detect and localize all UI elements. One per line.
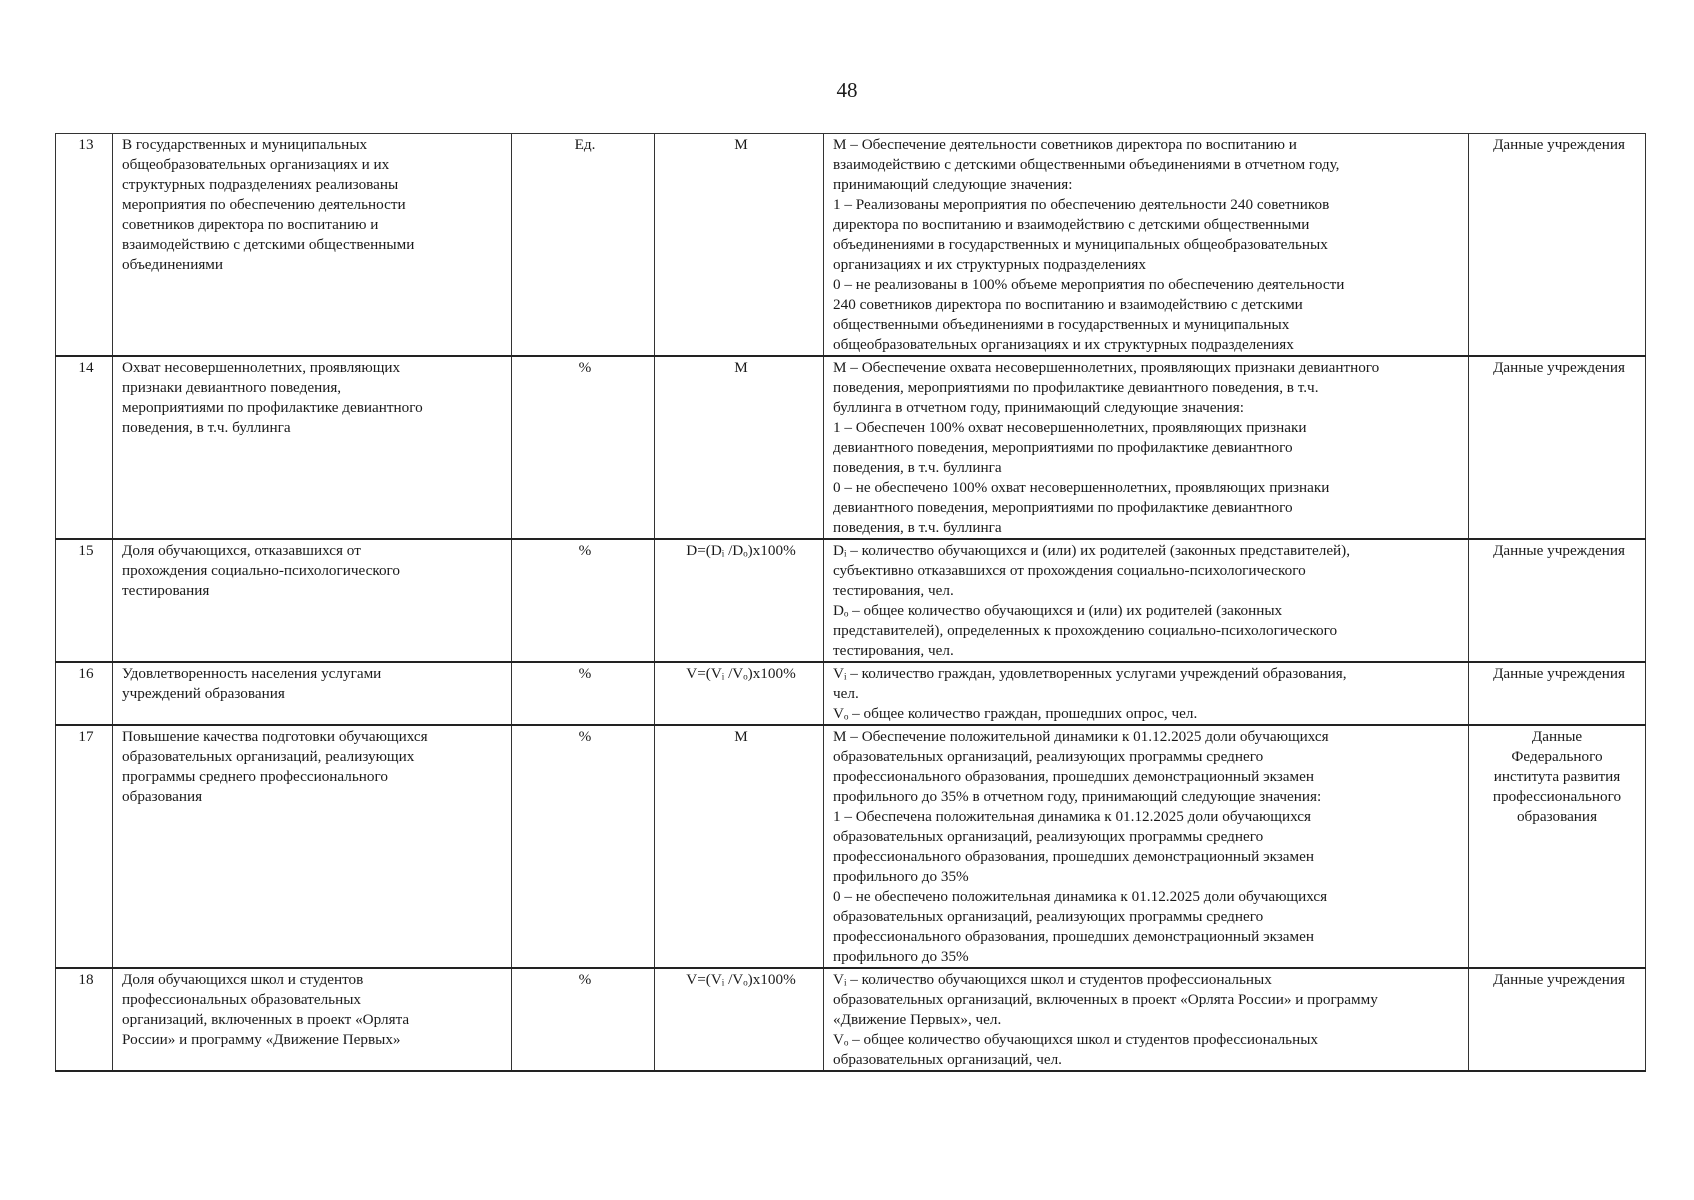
indicator-description-line: поведения, в т.ч. буллинга bbox=[833, 459, 1002, 476]
indicator-description bbox=[824, 725, 1469, 968]
indicator-name bbox=[113, 968, 512, 1071]
indicator-description-line: 0 – не обеспечено 100% охват несовершеннолетних, проявляющих признаки bbox=[833, 479, 1330, 496]
indicator-description-line: 0 – не обеспечено положительная динамика к 01.12.2025 доли обучающихся bbox=[833, 888, 1328, 905]
indicator-description bbox=[824, 356, 1469, 539]
indicator-description-line: Vᵢ – количество граждан, удовлетворенных услугами учреждений образования, bbox=[833, 665, 1347, 682]
unit-of-measure: % bbox=[512, 725, 655, 968]
calculation-formula: М bbox=[655, 356, 824, 539]
indicator-name-line: структурных подразделениях реализованы bbox=[122, 176, 399, 193]
data-source-line: Данные bbox=[1531, 728, 1583, 745]
indicator-name-line: общеобразовательных организациях и их bbox=[122, 156, 390, 173]
indicator-name-line: образовательных организаций, реализующих bbox=[122, 748, 415, 765]
row-number: 15 bbox=[56, 539, 113, 662]
indicator-description-line: профессионального образования, прошедших демонстрационный экзамен bbox=[833, 768, 1314, 785]
indicator-description-line: М – Обеспечение положительной динамики к 01.12.2025 доли обучающихся bbox=[833, 728, 1329, 745]
indicator-name bbox=[113, 356, 512, 539]
indicator-description bbox=[824, 134, 1469, 357]
indicator-description-line: профильного до 35% в отчетном году, принимающий следующие значения: bbox=[833, 788, 1322, 805]
indicator-description-line: Vₒ – общее количество граждан, прошедших опрос, чел. bbox=[833, 705, 1198, 722]
indicator-name-line: тестирования bbox=[122, 582, 210, 599]
indicator-description-line: взаимодействию с детскими общественными объединениями в отчетном году, bbox=[833, 156, 1340, 173]
indicator-description-line: образовательных организаций, реализующих программы среднего bbox=[833, 908, 1264, 925]
indicator-name-line: профессиональных образовательных bbox=[122, 991, 361, 1008]
indicator-description-line: Dᵢ – количество обучающихся и (или) их родителей (законных представителей), bbox=[833, 542, 1351, 559]
indicator-description-line: тестирования, чел. bbox=[833, 582, 954, 599]
indicators-table bbox=[55, 133, 1646, 1072]
row-number: 17 bbox=[56, 725, 113, 968]
indicator-description-line: представителей), определенных к прохождению социально-психологического bbox=[833, 622, 1338, 639]
indicator-name-line: советников директора по воспитанию и bbox=[122, 216, 379, 233]
data-source-line: профессионального bbox=[1492, 788, 1622, 805]
indicator-description-line: образовательных организаций, реализующих программы среднего bbox=[833, 828, 1264, 845]
page-number: 48 bbox=[836, 78, 858, 102]
table-row bbox=[56, 356, 1646, 539]
data-source bbox=[1469, 968, 1646, 1071]
indicator-name-line: Доля обучающихся школ и студентов bbox=[122, 971, 364, 988]
row-number: 14 bbox=[56, 356, 113, 539]
indicator-name-line: учреждений образования bbox=[122, 685, 285, 702]
indicator-description-line: принимающий следующие значения: bbox=[833, 176, 1073, 193]
indicator-name-line: прохождения социально-психологического bbox=[122, 562, 400, 579]
indicator-description-line: «Движение Первых», чел. bbox=[833, 1011, 1002, 1028]
indicator-name-line: Повышение качества подготовки обучающихся bbox=[122, 728, 428, 745]
indicator-name-line: мероприятиями по профилактике девиантного bbox=[122, 399, 423, 416]
indicator-name-line: объединениями bbox=[122, 256, 224, 273]
data-source-line: института развития bbox=[1493, 768, 1621, 785]
data-source-line: Данные учреждения bbox=[1493, 665, 1625, 682]
indicator-description-line: 0 – не реализованы в 100% объеме мероприятия по обеспечению деятельности bbox=[833, 276, 1345, 293]
indicator-description-line: девиантного поведения, мероприятиями по профилактике девиантного bbox=[833, 439, 1293, 456]
data-source bbox=[1469, 725, 1646, 968]
data-source-line: Федерального bbox=[1511, 748, 1603, 765]
indicator-name-line: В государственных и муниципальных bbox=[122, 136, 368, 153]
indicator-description-line: Vᵢ – количество обучающихся школ и студентов профессиональных bbox=[833, 971, 1272, 988]
unit-of-measure: % bbox=[512, 356, 655, 539]
table-row bbox=[56, 662, 1646, 725]
indicator-name-line: образования bbox=[122, 788, 203, 805]
indicator-description-line: образовательных организаций, реализующих программы среднего bbox=[833, 748, 1264, 765]
table-row bbox=[56, 539, 1646, 662]
indicator-description-line: общеобразовательных организациях и их структурных подразделениях bbox=[833, 336, 1294, 353]
indicator-name-line: России» и программу «Движение Первых» bbox=[122, 1031, 401, 1048]
indicator-description-line: девиантного поведения, мероприятиями по профилактике девиантного bbox=[833, 499, 1293, 516]
indicator-name-line: поведения, в т.ч. буллинга bbox=[122, 419, 291, 436]
indicator-description-line: М – Обеспечение деятельности советников директора по воспитанию и bbox=[833, 136, 1297, 153]
unit-of-measure: % bbox=[512, 662, 655, 725]
indicator-description-line: 1 – Реализованы мероприятия по обеспечению деятельности 240 советников bbox=[833, 196, 1330, 213]
data-source bbox=[1469, 356, 1646, 539]
row-number: 16 bbox=[56, 662, 113, 725]
indicator-description-line: профильного до 35% bbox=[833, 868, 969, 885]
calculation-formula: V=(Vᵢ /Vₒ)х100% bbox=[655, 662, 824, 725]
indicator-name-line: программы среднего профессионального bbox=[122, 768, 388, 785]
indicator-name-line: признаки девиантного поведения, bbox=[122, 379, 342, 396]
unit-of-measure: % bbox=[512, 539, 655, 662]
indicator-description-line: поведения, мероприятиями по профилактике девиантного поведения, в т.ч. bbox=[833, 379, 1319, 396]
row-number: 13 bbox=[56, 134, 113, 357]
data-source-line: Данные учреждения bbox=[1493, 542, 1625, 559]
data-source-line: Данные учреждения bbox=[1493, 971, 1625, 988]
table-row bbox=[56, 134, 1646, 357]
calculation-formula: V=(Vᵢ /Vₒ)х100% bbox=[655, 968, 824, 1071]
indicator-description-line: субъективно отказавшихся от прохождения социально-психологического bbox=[833, 562, 1306, 579]
indicator-description bbox=[824, 662, 1469, 725]
indicator-name-line: организаций, включенных в проект «Орлята bbox=[122, 1011, 410, 1028]
indicator-description bbox=[824, 539, 1469, 662]
indicator-description-line: 240 советников директора по воспитанию и взаимодействию с детскими bbox=[833, 296, 1303, 313]
row-number: 18 bbox=[56, 968, 113, 1071]
data-source bbox=[1469, 662, 1646, 725]
indicator-description-line: поведения, в т.ч. буллинга bbox=[833, 519, 1002, 536]
data-source-line: Данные учреждения bbox=[1493, 136, 1625, 153]
data-source bbox=[1469, 134, 1646, 357]
data-source-line: Данные учреждения bbox=[1493, 359, 1625, 376]
indicator-description-line: профильного до 35% bbox=[833, 948, 969, 965]
indicator-name bbox=[113, 134, 512, 357]
indicator-description-line: общественными объединениями в государственных и муниципальных bbox=[833, 316, 1290, 333]
calculation-formula: D=(Dᵢ /Dₒ)х100% bbox=[655, 539, 824, 662]
indicator-description-line: буллинга в отчетном году, принимающий следующие значения: bbox=[833, 399, 1244, 416]
data-source-line: образования bbox=[1516, 808, 1598, 825]
indicator-name-line: мероприятия по обеспечению деятельности bbox=[122, 196, 406, 213]
indicator-description-line: объединениями в государственных и муниципальных общеобразовательных bbox=[833, 236, 1328, 253]
indicator-description-line: профессионального образования, прошедших демонстрационный экзамен bbox=[833, 928, 1314, 945]
indicator-name bbox=[113, 725, 512, 968]
indicator-description-line: директора по воспитанию и взаимодействию с детскими общественными bbox=[833, 216, 1310, 233]
indicator-description-line: 1 – Обеспечена положительная динамика к 01.12.2025 доли обучающихся bbox=[833, 808, 1311, 825]
indicator-description-line: М – Обеспечение охвата несовершеннолетних, проявляющих признаки девиантного bbox=[833, 359, 1380, 376]
indicator-description-line: профессионального образования, прошедших демонстрационный экзамен bbox=[833, 848, 1314, 865]
indicator-description bbox=[824, 968, 1469, 1071]
indicator-description-line: образовательных организаций, включенных в проект «Орлята России» и программу bbox=[833, 991, 1378, 1008]
calculation-formula: М bbox=[655, 134, 824, 357]
unit-of-measure: % bbox=[512, 968, 655, 1071]
table-row bbox=[56, 725, 1646, 968]
table-row bbox=[56, 968, 1646, 1071]
indicator-name-line: Удовлетворенность населения услугами bbox=[122, 665, 382, 682]
indicator-description-line: Dₒ – общее количество обучающихся и (или) их родителей (законных bbox=[833, 602, 1283, 619]
indicator-description-line: Vₒ – общее количество обучающихся школ и студентов профессиональных bbox=[833, 1031, 1319, 1048]
indicator-name-line: Доля обучающихся, отказавшихся от bbox=[122, 542, 361, 559]
indicator-name-line: Охват несовершеннолетних, проявляющих bbox=[122, 359, 401, 376]
indicator-description-line: 1 – Обеспечен 100% охват несовершеннолетних, проявляющих признаки bbox=[833, 419, 1307, 436]
indicator-description-line: организациях и их структурных подразделениях bbox=[833, 256, 1146, 273]
indicator-description-line: тестирования, чел. bbox=[833, 642, 954, 659]
indicator-description-line: образовательных организаций, чел. bbox=[833, 1051, 1062, 1068]
indicator-name bbox=[113, 539, 512, 662]
unit-of-measure: Ед. bbox=[512, 134, 655, 357]
data-source bbox=[1469, 539, 1646, 662]
calculation-formula: М bbox=[655, 725, 824, 968]
indicator-name bbox=[113, 662, 512, 725]
indicator-name-line: взаимодействию с детскими общественными bbox=[122, 236, 415, 253]
indicator-description-line: чел. bbox=[833, 685, 859, 702]
